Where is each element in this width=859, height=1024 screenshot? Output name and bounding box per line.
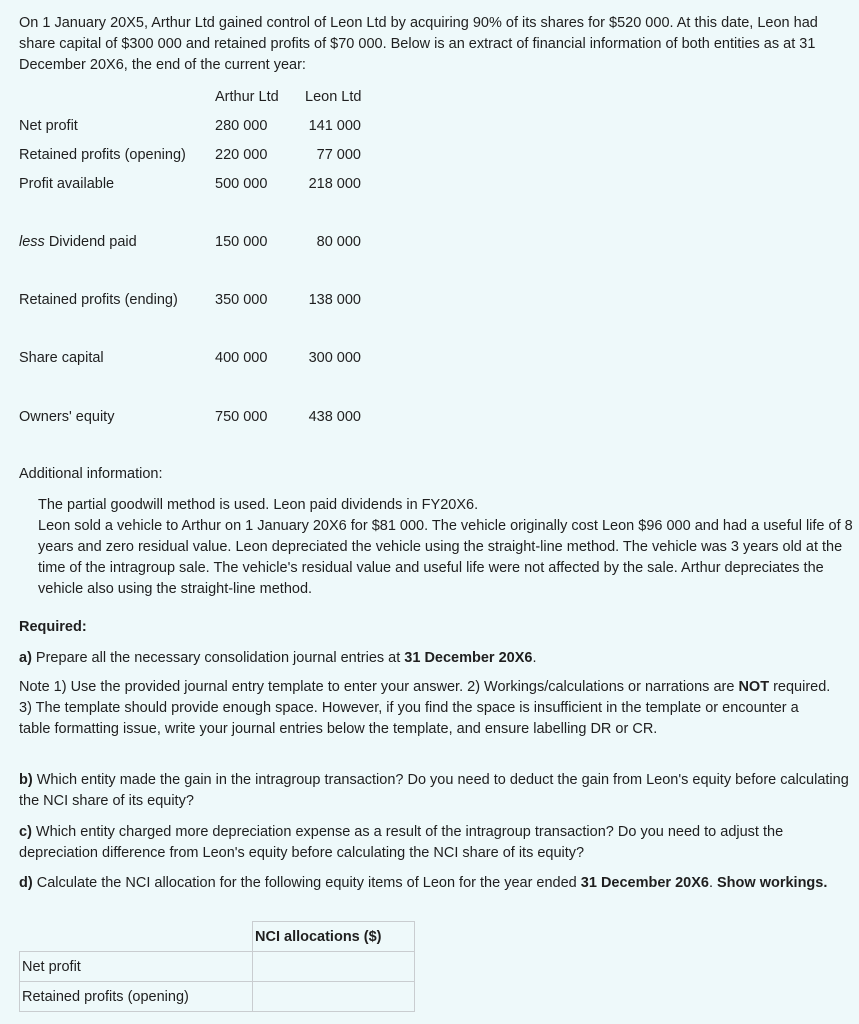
row-label: Owners' equity [19,409,115,425]
question-c-text: Which entity charged more depreciation expense as a result of the intragroup transaction? Do you need to adjust the depreciation difference from Leon's equity before calculating the NCI share of its equity? [19,824,784,861]
row-label: Net profit [19,118,78,134]
question-a-label: a) [19,650,32,666]
nci-row-label: Retained profits (opening) [20,982,253,1012]
question-a [19,648,849,669]
row-label: Share capital [19,350,104,366]
row-label-text: Dividend paid [44,234,137,250]
note-post: required. 3) The template should provide enough space. However, if you find the space is insufficient in the template or encounter a table formatting issue, write your journal entries below the template, and ensure labelling DR or CR. [19,679,831,737]
question-d-date: 31 December 20X6 [580,875,709,891]
note-not: NOT [738,679,770,695]
question-b [19,770,849,812]
additional-heading: Additional information: [19,466,163,482]
table-row [20,952,415,982]
row-label: Retained profits (opening) [19,147,186,163]
nci-table-blank-cell [20,922,253,952]
row-arthur-value: 150 000 [215,234,268,250]
row-leon-value: 80 000 [316,234,361,250]
row-arthur-value: 500 000 [215,176,268,192]
row-leon-value: 438 000 [308,409,361,425]
table-row [20,982,415,1012]
row-arthur-value: 280 000 [215,118,268,134]
additional-line-2: Leon sold a vehicle to Arthur on 1 January 20X6 for $81 000. The vehicle originally cost Leon $96 000 and had a useful life of 8 years and zero residual value. Leon depreciated the vehicle using the straight-line method. The vehicle was 3 years old at the time of the intragroup sale. The vehicle's residual value and useful life were not affected by the sale. Arthur depreciates the vehicle also using the straight-line method. [38,518,853,597]
nci-input-cell[interactable] [253,982,415,1012]
row-label-italic: less [19,234,45,250]
question-d-label: d) [19,875,33,891]
header-leon: Leon Ltd [305,89,362,105]
question-d-show: Show workings. [717,875,828,891]
nci-table-header: NCI allocations ($) [253,922,415,952]
row-arthur-value: 350 000 [215,292,268,308]
question-d [19,873,849,894]
row-arthur-value: 750 000 [215,409,268,425]
question-d-end: . [708,875,718,891]
note-paragraph [19,677,834,740]
question-a-date: 31 December 20X6 [404,650,533,666]
row-label [19,234,137,250]
row-leon-value: 141 000 [308,118,361,134]
row-leon-value: 300 000 [308,350,361,366]
row-label: Retained profits (ending) [19,292,178,308]
question-a-end: . [532,650,537,666]
additional-line-1: The partial goodwill method is used. Leon paid dividends in FY20X6. [38,497,479,513]
question-c [19,822,849,864]
question-d-text: Calculate the NCI allocation for the following equity items of Leon for the year ended [32,875,581,891]
row-arthur-value: 220 000 [215,147,268,163]
row-leon-value: 77 000 [316,147,361,163]
nci-input-cell[interactable] [253,952,415,982]
nci-row-label: Net profit [20,952,253,982]
question-a-text: Prepare all the necessary consolidation journal entries at [31,650,405,666]
nci-table [19,921,415,1012]
question-c-label: c) [19,824,32,840]
row-arthur-value: 400 000 [215,350,268,366]
row-leon-value: 138 000 [308,292,361,308]
required-heading: Required: [19,619,87,635]
row-label: Profit available [19,176,115,192]
note-pre: Note 1) Use the provided journal entry template to enter your answer. 2) Workings/calculations or narrations are [19,679,739,695]
header-arthur: Arthur Ltd [215,89,279,105]
question-b-label: b) [19,772,33,788]
row-leon-value: 218 000 [308,176,361,192]
intro-paragraph: On 1 January 20X5, Arthur Ltd gained control of Leon Ltd by acquiring 90% of its shares for $520 000. At this date, Leon had share capital of $300 000 and retained profits of $70 000. Below is an extract of financial information of both entities as at 31 December 20X6, the end of the current year: [19,15,818,73]
question-b-text: Which entity made the gain in the intragroup transaction? Do you need to deduct the gain from Leon's equity before calculating the NCI share of its equity? [19,772,849,809]
